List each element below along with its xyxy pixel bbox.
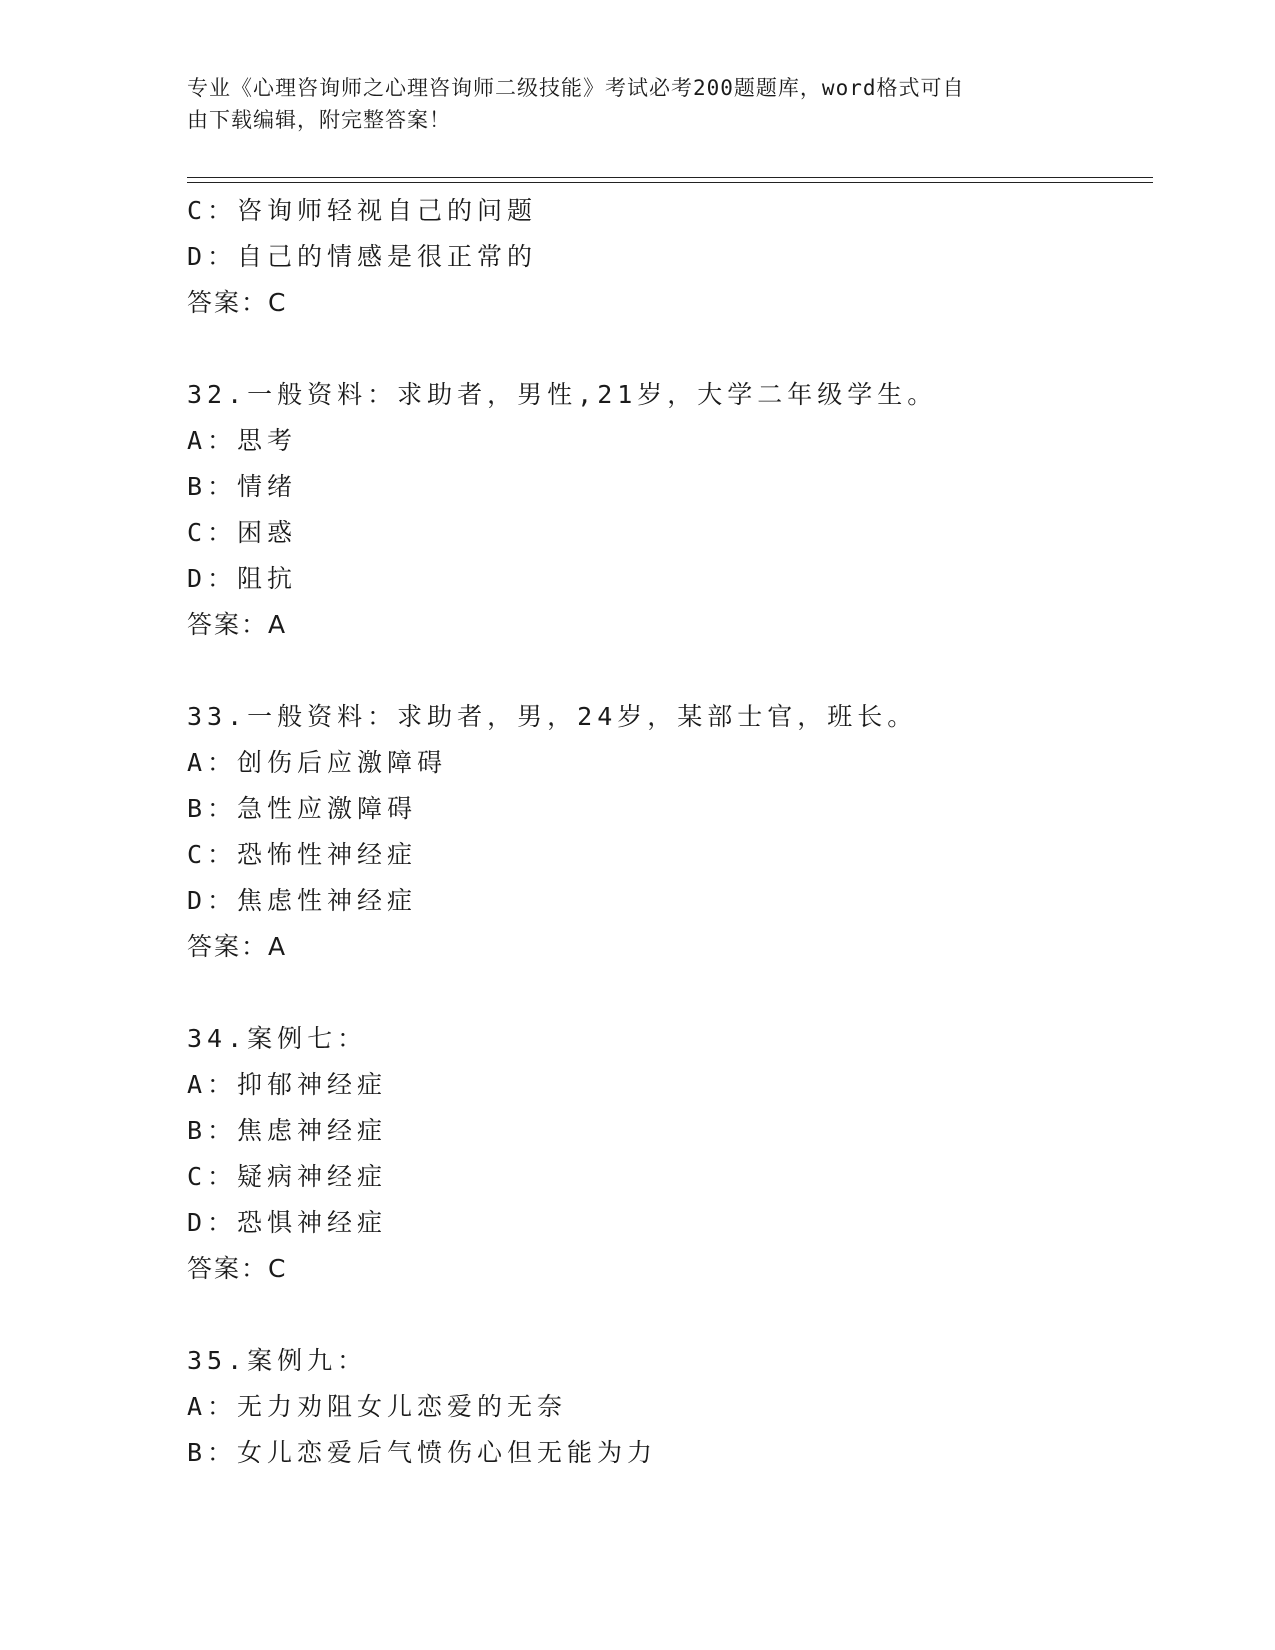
header-rule-bottom [187, 182, 1153, 183]
spacer [187, 648, 1147, 694]
document-header [187, 72, 1067, 136]
option-a: A：思考 [187, 426, 298, 455]
option-b: B：急性应激障碍 [187, 794, 418, 823]
option-c: C：疑病神经症 [187, 1162, 388, 1191]
option-b: B：焦虑神经症 [187, 1116, 388, 1145]
question-block-35 [187, 1338, 1147, 1476]
option-d: D：自己的情感是很正常的 [187, 242, 538, 271]
header-line-1: 专业《心理咨询师之心理咨询师二级技能》考试必考200题题库，word格式可自 [187, 76, 965, 100]
question-block-32 [187, 372, 1147, 648]
question-block-31 [187, 188, 1147, 326]
question-list [187, 188, 1147, 1476]
option-c: C：恐怖性神经症 [187, 840, 418, 869]
option-b: B：情绪 [187, 472, 298, 501]
option-d: D：阻抗 [187, 564, 298, 593]
option-d: D：焦虑性神经症 [187, 886, 418, 915]
option-b: B：女儿恋爱后气愤伤心但无能为力 [187, 1438, 658, 1467]
option-c: C：困惑 [187, 518, 298, 547]
question-stem: 32.一般资料：求助者，男性,21岁，大学二年级学生。 [187, 380, 938, 409]
answer-line: 答案：C [187, 288, 288, 317]
spacer [187, 970, 1147, 1016]
header-line-2: 由下载编辑，附完整答案！ [187, 108, 451, 132]
spacer [187, 1292, 1147, 1338]
answer-line: 答案：A [187, 932, 288, 961]
option-c: C：咨询师轻视自己的问题 [187, 196, 538, 225]
answer-line: 答案：C [187, 1254, 288, 1283]
header-rule-top [187, 177, 1153, 178]
option-a: A：创伤后应激障碍 [187, 748, 448, 777]
option-a: A：无力劝阻女儿恋爱的无奈 [187, 1392, 568, 1421]
option-a: A：抑郁神经症 [187, 1070, 388, 1099]
question-block-33 [187, 694, 1147, 970]
answer-line: 答案：A [187, 610, 288, 639]
question-stem: 33.一般资料：求助者，男，24岁，某部士官，班长。 [187, 702, 918, 731]
spacer [187, 326, 1147, 372]
option-d: D：恐惧神经症 [187, 1208, 388, 1237]
question-block-34 [187, 1016, 1147, 1292]
question-stem: 34.案例七： [187, 1024, 368, 1053]
question-stem: 35.案例九： [187, 1346, 368, 1375]
